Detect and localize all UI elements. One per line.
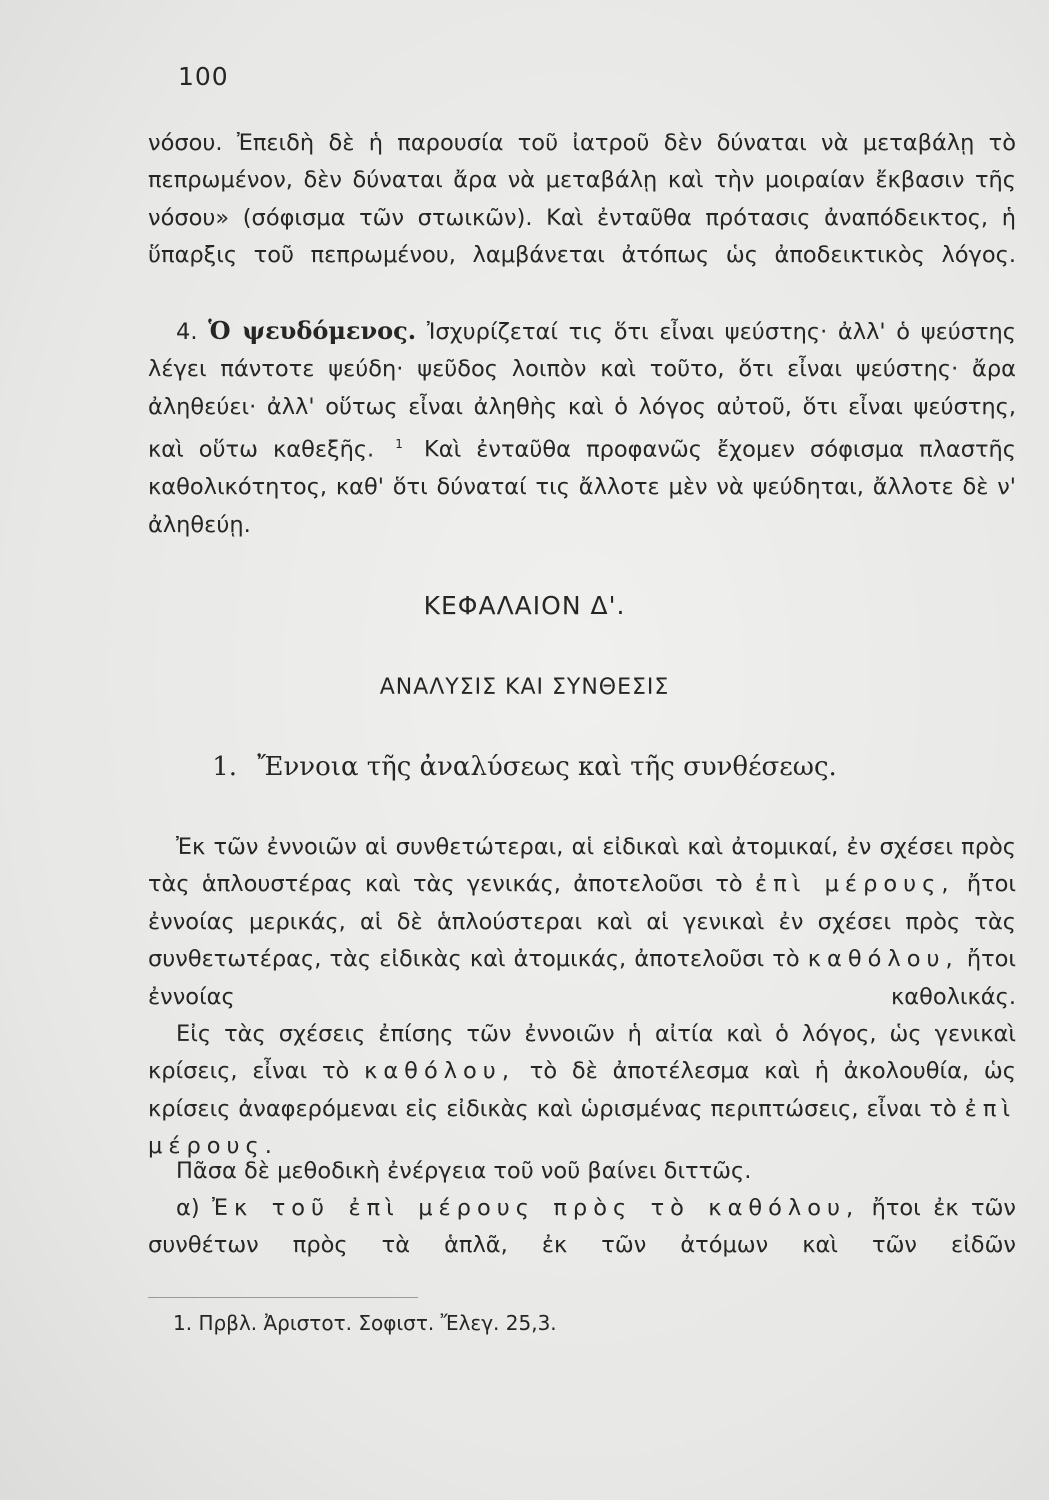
paragraph-concepts: [148, 829, 1016, 1016]
liar-number: 4.: [176, 319, 198, 345]
paragraph-liar: [148, 312, 1016, 544]
footnote-divider: [148, 1297, 418, 1298]
footnote-reference[interactable]: 1: [395, 437, 403, 452]
method-text: Πᾶσα δὲ μεθοδικὴ ἐνέργεια τοῦ νοῦ βαίνει διττῶς.: [176, 1158, 752, 1184]
liar-title: Ὁ ψευδόμενος.: [208, 316, 417, 345]
term-katholou: καθόλου,: [364, 1058, 515, 1085]
concepts-text-2: ἤτοι ἐννοίας μερικάς, αἱ δὲ ἁπλούστεραι καὶ αἱ γενικαὶ ἐν σχέσει πρὸς τὰς συνθετωτέρας, τὰς εἰδικὰς καὶ ἀτομικάς, ἀποτελοῦσι τὸ: [148, 871, 1017, 973]
paragraph-method: [148, 1153, 1016, 1190]
paragraph-a-text: ἤτοι ἐκ τῶν συνθέτων πρὸς τὰ ἁπλᾶ, ἐκ τῶν ἀτόμων καὶ τῶν εἰδῶν: [148, 1195, 1017, 1259]
term-epi-merous: ἐπὶ μέρους,: [754, 871, 955, 898]
paragraph-fatalism-conclusion: [148, 125, 1016, 275]
liar-text-before-note: Ἰσχυρίζεταί τις ὅτι εἶναι ψεύστης· ἀλλ' ὁ ψεύστης λέγει πάντοτε ψεύδη· ψεῦδος λοιπὸν καὶ τοῦτο, ὅτι εἶναι ψεύστης· ἄρα ἀληθεύει· ἀλλ' οὕτως εἶναι ἀληθὴς καὶ ὁ λόγος αὐτοῦ, ὅτι εἶναι ψεύστης, καὶ οὕτω καθεξῆς.: [148, 319, 1017, 463]
concepts-text-3: ἤτοι ἐννοίας καθολικάς.: [148, 946, 1017, 1010]
term-katholou: καθόλου,: [807, 946, 959, 973]
section-heading: [0, 752, 1049, 782]
paragraph-a: [148, 1190, 1016, 1265]
chapter-title: ΚΕΦΑΛΑΙΟΝ Δ'.: [423, 591, 626, 620]
footnote: 1. Πρβλ. Ἀριστοτ. Σοφιστ. Ἔλεγ. 25,3.: [173, 1311, 557, 1335]
relations-text-2: τὸ δὲ ἀποτέλεσμα καὶ ἡ ἀκολουθία, ὡς κρίσεις ἀναφερόμεναι εἰς εἰδικὰς καὶ ὡρισμένας περιπτώσεις, εἶναι τὸ: [148, 1058, 1016, 1122]
item-label-a: α): [176, 1195, 200, 1221]
term-induction: Ἐκ τοῦ ἐπὶ μέρους πρὸς τὸ καθόλου,: [212, 1195, 860, 1221]
section-number: 1.: [212, 752, 238, 782]
term-epi-merous: ἐπὶ μέρους.: [148, 1095, 1016, 1160]
paragraph-text: νόσου. Ἐπειδὴ δὲ ἡ παρουσία τοῦ ἰατροῦ δὲν δύναται νὰ μεταβάλῃ τὸ πεπρωμένον, δὲν δύναται ἄρα νὰ μεταβάλῃ καὶ τὴν μοιραίαν ἔκβασιν τῆς νόσου» (σόφισμα τῶν στωικῶν). Καὶ ἐνταῦθα πρότασις ἀναπόδεικτος, ἡ ὕπαρξις τοῦ πεπρωμένου, λαμβάνεται ἀτόπως ὡς ἀποδεικτικὸς λόγος.: [148, 130, 1016, 269]
chapter-subtitle: ΑΝΑΛΥΣΙΣ ΚΑΙ ΣΥΝΘΕΣΙΣ: [379, 675, 670, 700]
concepts-text-1: Ἐκ τῶν ἐννοιῶν αἱ συνθετώτεραι, αἱ εἰδικαὶ καὶ ἀτομικαί, ἐν σχέσει πρὸς τὰς ἁπλουστέρας καὶ τὰς γενικάς, ἀποτελοῦσι τὸ: [148, 834, 1016, 898]
liar-text-after-note: Καὶ ἐνταῦθα προφανῶς ἔχομεν σόφισμα πλαστῆς καθολικότητος, καθ' ὅτι δύναταί τις ἄλλοτε μὲν νὰ ψεύδηται, ἄλλοτε δὲ ν' ἀληθεύῃ.: [148, 436, 1016, 538]
section-title: Ἔννοια τῆς ἀναλύσεως καὶ τῆς συνθέσεως.: [257, 752, 837, 782]
paragraph-relations: [148, 1016, 1016, 1166]
relations-text-1: Εἰς τὰς σχέσεις ἐπίσης τῶν ἐννοιῶν ἡ αἰτία καὶ ὁ λόγος, ὡς γενικαὶ κρίσεις, εἶναι τὸ: [148, 1021, 1016, 1085]
page-number: 100: [178, 62, 229, 91]
